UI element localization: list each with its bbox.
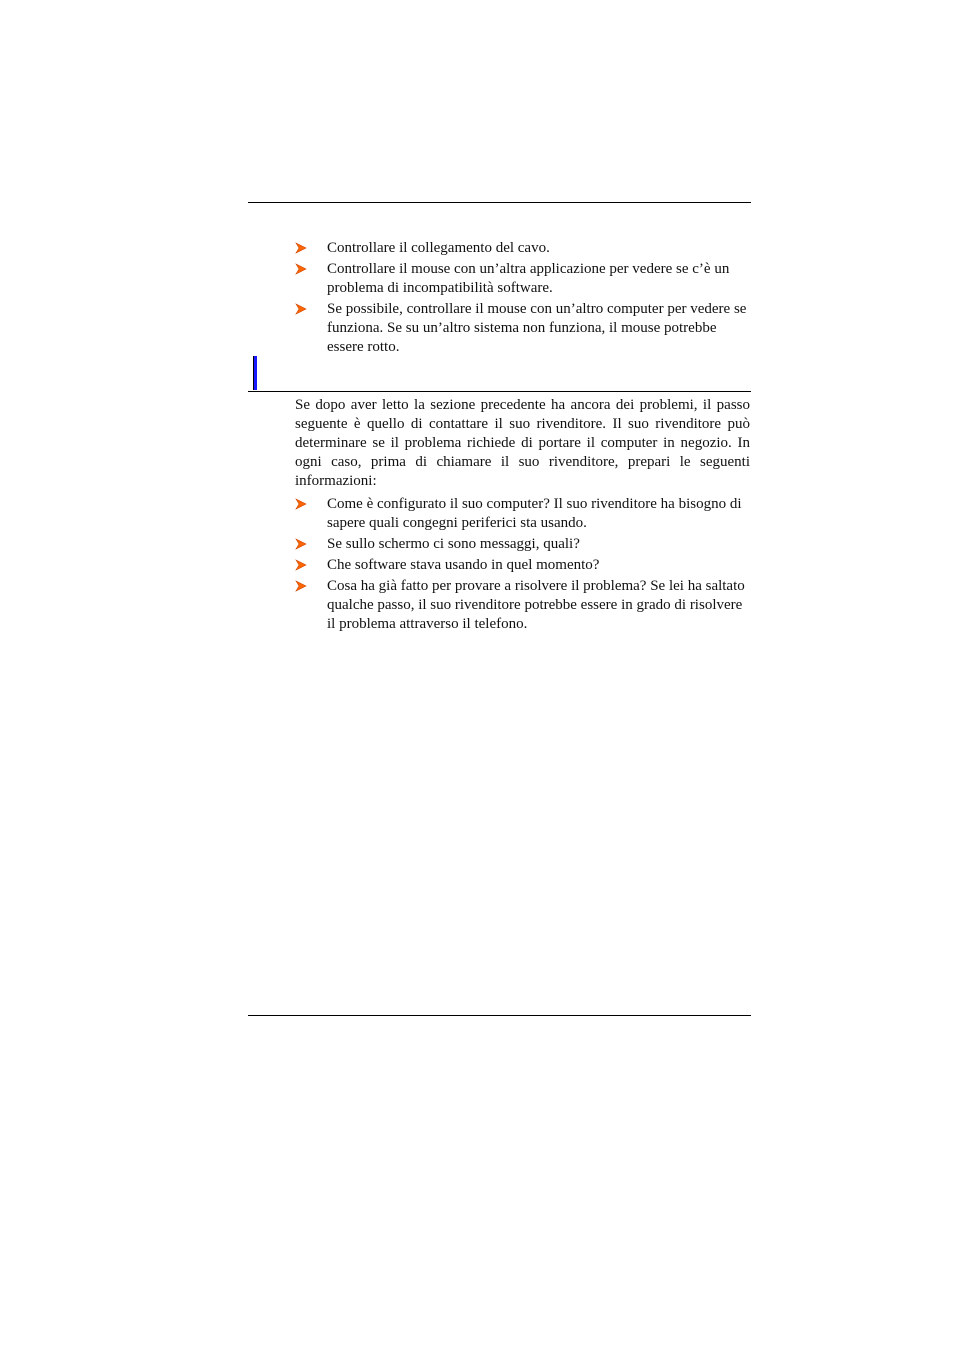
list-item (295, 260, 747, 298)
arrowhead-bullet-icon (295, 300, 309, 319)
section-rule (248, 391, 751, 392)
arrowhead-bullet-icon (295, 556, 309, 575)
section-marker (253, 356, 257, 390)
list-item-text: Controllare il collegamento del cavo. (327, 240, 550, 256)
arrowhead-bullet-icon (295, 495, 309, 514)
list-item (295, 577, 747, 634)
list-item (295, 300, 747, 357)
arrowhead-bullet-icon (295, 260, 309, 279)
list-item (295, 239, 747, 258)
dealer-information-checklist (295, 495, 747, 636)
list-item (295, 556, 747, 575)
troubleshooting-checklist (295, 239, 747, 359)
list-item-text: Se sullo schermo ci sono messaggi, quali? (327, 536, 580, 552)
footer-rule (248, 1015, 751, 1016)
arrowhead-bullet-icon (295, 239, 309, 258)
list-item-text: Cosa ha già fatto per provare a risolvere il problema? Se lei ha saltato qualche passo, il suo rivenditore potrebbe essere in grado di risolvere il problema attraverso il telefono. (327, 578, 745, 632)
header-rule (248, 202, 751, 203)
arrowhead-bullet-icon (295, 577, 309, 596)
list-item-text: Controllare il mouse con un’altra applicazione per vedere se c’è un problema di incompatibilità software. (327, 261, 730, 296)
list-item-text: Che software stava usando in quel momento? (327, 557, 600, 573)
list-item-text: Come è configurato il suo computer? Il suo rivenditore ha bisogno di sapere quali congegni periferici sta usando. (327, 496, 742, 531)
arrowhead-bullet-icon (295, 535, 309, 554)
list-item (295, 495, 747, 533)
list-item-text: Se possibile, controllare il mouse con un’altro computer per vedere se funziona. Se su un’altro sistema non funziona, il mouse potrebbe essere rotto. (327, 301, 747, 355)
section-paragraph: Se dopo aver letto la sezione precedente ha ancora dei problemi, il passo seguente è quello di contattare il suo rivenditore. Il suo rivenditore può determinare se il problema richiede di portare il computer in negozio. In ogni caso, prima di chiamare il suo rivenditore, prepari le seguenti informazioni: (295, 397, 750, 489)
list-item (295, 535, 747, 554)
